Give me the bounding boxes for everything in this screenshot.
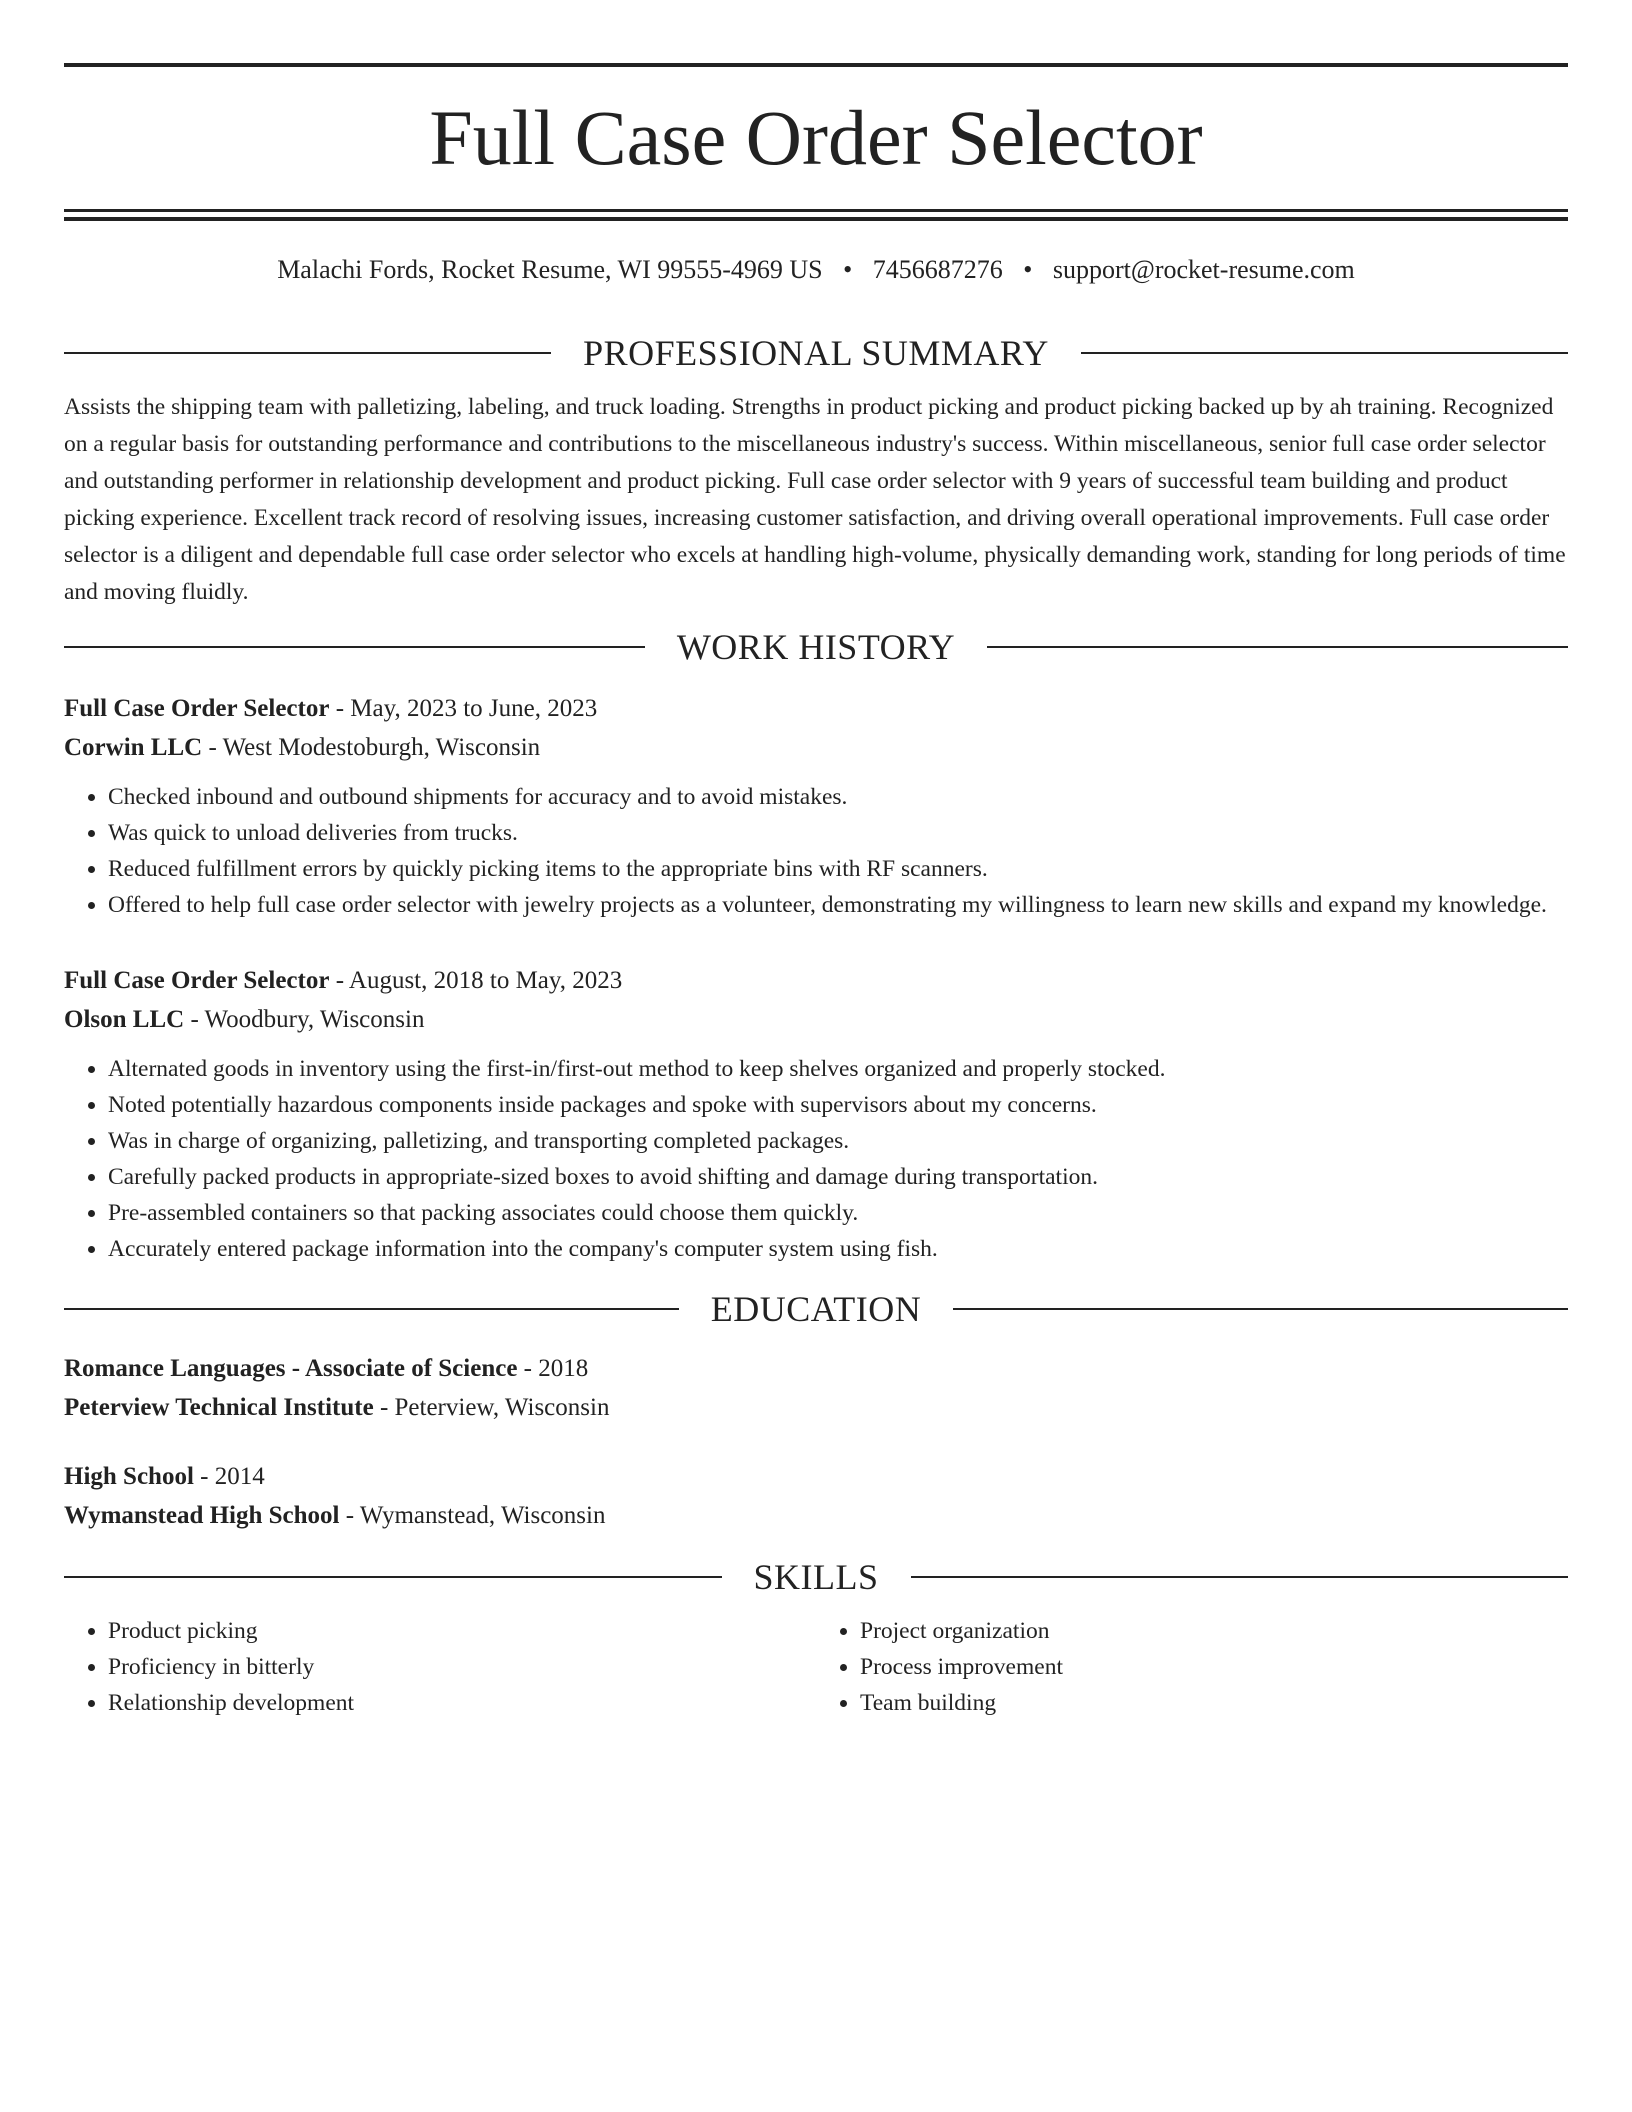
education-school-line [64, 1388, 1568, 1427]
education-degree: Romance Languages - Associate of Science [64, 1355, 518, 1382]
job-entry [64, 689, 1568, 923]
skill-item: • Process improvement [860, 1649, 1568, 1685]
contact-line [64, 253, 1568, 287]
education-degree: High School [64, 1463, 194, 1490]
job-bullet: • Carefully packed products in appropriate-sized boxes to avoid shifting and damage during transportation. [108, 1159, 1568, 1195]
heading-rule-right [911, 1576, 1569, 1578]
section-heading-work [64, 625, 1568, 669]
job-company-line [64, 1000, 1568, 1039]
job-dates: - May, 2023 to June, 2023 [329, 695, 598, 722]
education-entry [64, 1457, 1568, 1535]
education-degree-line [64, 1349, 1568, 1388]
job-dates: - August, 2018 to May, 2023 [329, 967, 623, 994]
skills-grid [64, 1613, 1568, 1721]
job-bullet: • Was quick to unload deliveries from trucks. [108, 815, 1568, 851]
job-bullet: • Offered to help full case order selector with jewelry projects as a volunteer, demonstrating my willingness to learn new skills and expand my knowledge. [108, 887, 1568, 923]
education-year: - 2018 [517, 1355, 589, 1382]
skill-item: • Team building [860, 1685, 1568, 1721]
job-location: - West Modestoburgh, Wisconsin [202, 734, 541, 761]
education-entry [64, 1349, 1568, 1427]
education-school: Peterview Technical Institute [64, 1394, 374, 1421]
heading-rule-right [1081, 352, 1568, 354]
skill-item: • Proficiency in bitterly [108, 1649, 816, 1685]
section-title-summary: PROFESSIONAL SUMMARY [583, 333, 1049, 373]
education-degree-line [64, 1457, 1568, 1496]
job-bullets [64, 779, 1568, 923]
skill-item: • Project organization [860, 1613, 1568, 1649]
job-bullet: • Pre-assembled containers so that packing associates could choose them quickly. [108, 1195, 1568, 1231]
job-entry [64, 961, 1568, 1267]
contact-phone: 7456687276 [872, 255, 1003, 284]
heading-rule-left [64, 1576, 722, 1578]
contact-email: support@rocket-resume.com [1052, 255, 1355, 284]
resume-title: Full Case Order Selector [429, 94, 1203, 181]
section-heading-summary [64, 331, 1568, 375]
job-company: Corwin LLC [64, 734, 203, 761]
job-bullet: • Noted potentially hazardous components inside packages and spoke with supervisors about my concerns. [108, 1087, 1568, 1123]
section-title-education: EDUCATION [710, 1289, 922, 1329]
top-rule [64, 63, 1568, 67]
heading-rule-right [987, 646, 1568, 648]
bullet-separator: • [843, 255, 853, 284]
heading-rule-left [64, 1308, 679, 1310]
skill-item: • Product picking [108, 1613, 816, 1649]
job-bullet: • Checked inbound and outbound shipments for accuracy and to avoid mistakes. [108, 779, 1568, 815]
section-title-skills: SKILLS [753, 1557, 879, 1597]
contact-address: Malachi Fords, Rocket Resume, WI 99555-4969 US [277, 255, 823, 284]
heading-rule-left [64, 352, 551, 354]
skills-column-right [816, 1613, 1568, 1721]
job-title-line [64, 689, 1568, 728]
job-bullet: • Reduced fulfillment errors by quickly picking items to the appropriate bins with RF scanners. [108, 851, 1568, 887]
job-company: Olson LLC [64, 1006, 185, 1033]
section-heading-education [64, 1287, 1568, 1331]
title-double-rule [64, 209, 1568, 221]
job-location: - Woodbury, Wisconsin [184, 1006, 425, 1033]
education-school-line [64, 1496, 1568, 1535]
education-location: - Wymanstead, Wisconsin [339, 1502, 606, 1529]
education-location: - Peterview, Wisconsin [373, 1394, 610, 1421]
job-bullet: • Accurately entered package information into the company's computer system using fish. [108, 1231, 1568, 1267]
heading-rule-left [64, 646, 645, 648]
job-title-line [64, 961, 1568, 1000]
job-bullet: • Alternated goods in inventory using the first-in/first-out method to keep shelves organized and properly stocked. [108, 1051, 1568, 1087]
skills-column-left [64, 1613, 816, 1721]
section-title-work: WORK HISTORY [676, 627, 956, 667]
section-heading-skills [64, 1555, 1568, 1599]
summary-paragraph: Assists the shipping team with palletizing, labeling, and truck loading. Strengths in product picking and product picking backed up by ah training. Recognized on a regular basis for outstanding performance and contributions to the miscellaneous industry's success. Within miscellaneous, senior full case order selector and outstanding performer in relationship development and product picking. Full case order selector with 9 years of successful team building and product picking experience. Excellent track record of resolving issues, increasing customer satisfaction, and driving overall operational improvements. Full case order selector is a diligent and dependable full case order selector who excels at handling high-volume, physically demanding work, standing for long periods of time and moving fluidly. [64, 394, 1566, 605]
job-role: Full Case Order Selector [64, 695, 330, 722]
bullet-separator: • [1023, 255, 1033, 284]
education-year: - 2014 [193, 1463, 265, 1490]
skill-item: • Relationship development [108, 1685, 816, 1721]
job-bullet: • Was in charge of organizing, palletizing, and transporting completed packages. [108, 1123, 1568, 1159]
education-school: Wymanstead High School [64, 1502, 340, 1529]
job-bullets [64, 1051, 1568, 1267]
heading-rule-right [953, 1308, 1568, 1310]
job-role: Full Case Order Selector [64, 967, 330, 994]
job-company-line [64, 728, 1568, 767]
